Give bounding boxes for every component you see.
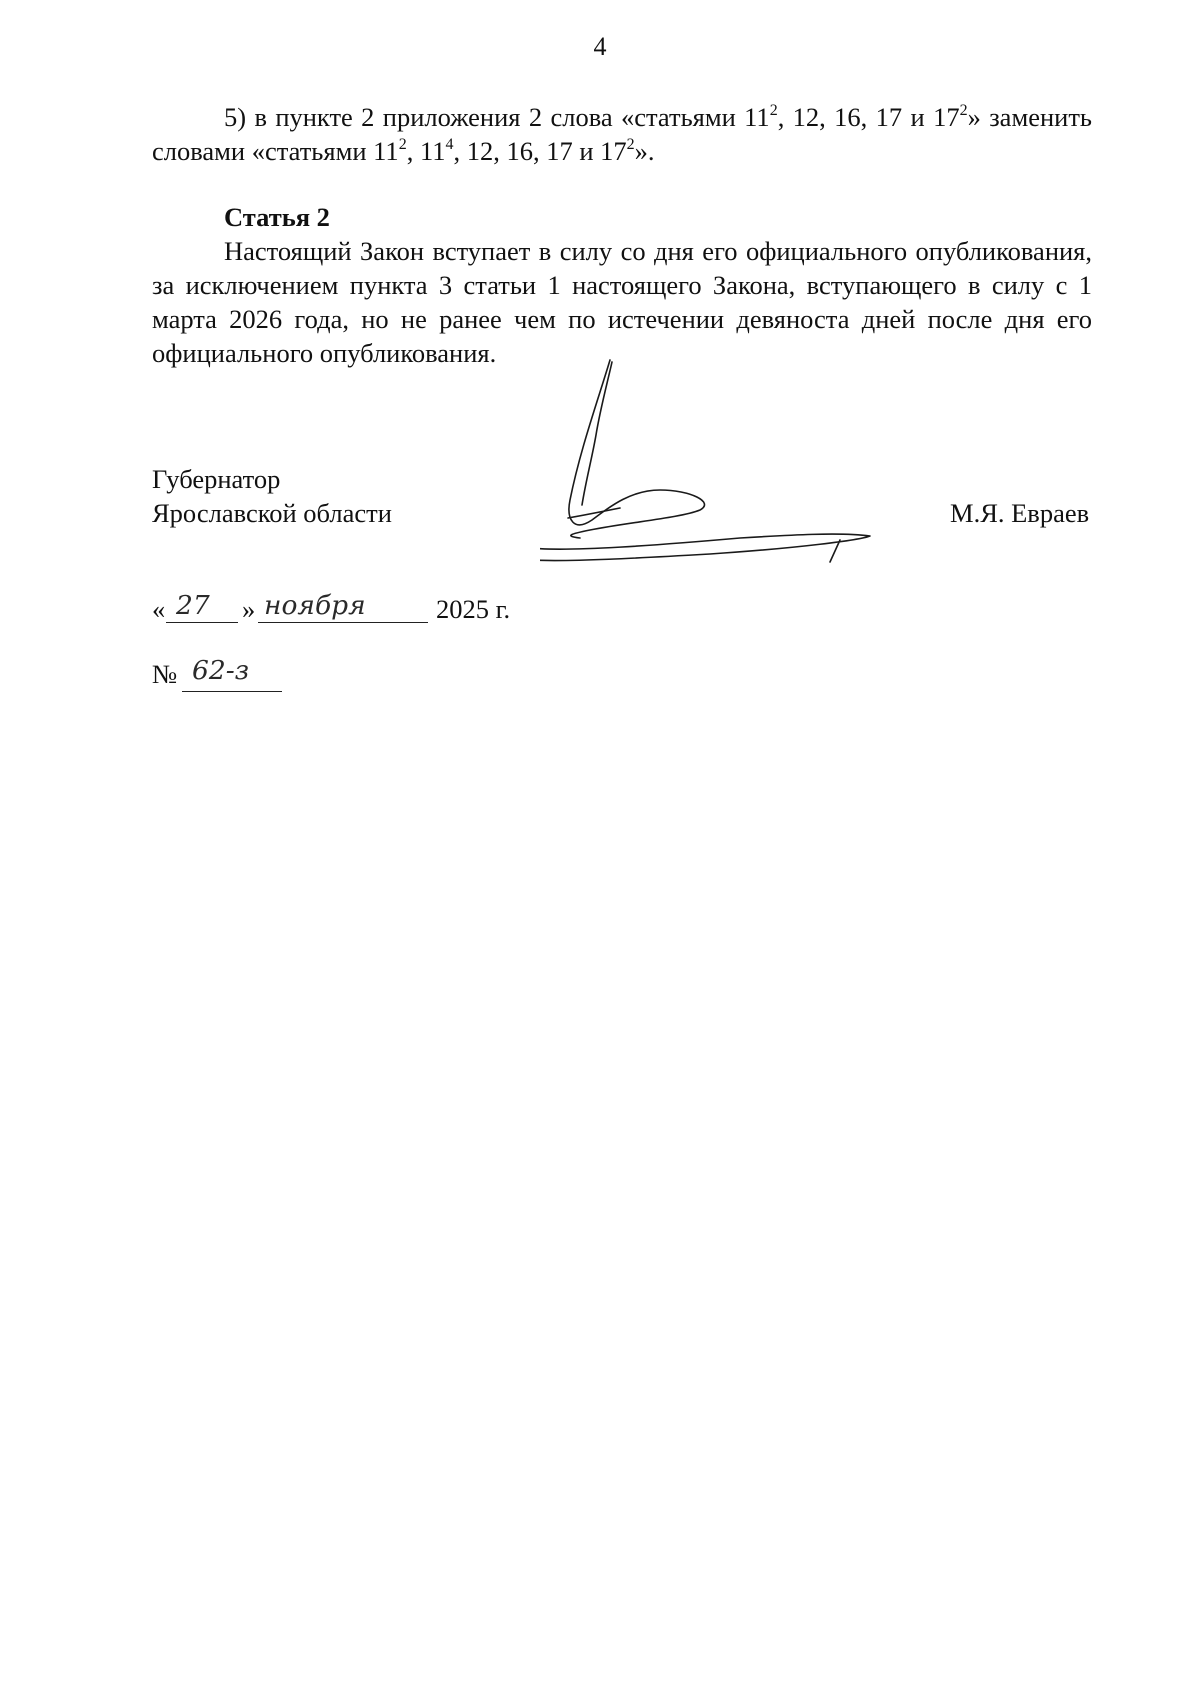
date-year: 2025 г. <box>436 594 511 624</box>
date-line <box>152 590 552 630</box>
signatory-title <box>152 462 392 530</box>
amendment-mid-4: , 12, 16, 17 и 17 <box>453 136 627 166</box>
amendment-mid-3: , 11 <box>406 136 446 166</box>
signatory-name: М.Я. Евраев <box>950 498 1090 528</box>
signatory-title-line-1: Губернатор <box>152 464 281 494</box>
date-open-quote: « <box>152 594 166 624</box>
handwritten-signature <box>540 340 920 580</box>
amendment-suffix: ». <box>634 136 655 166</box>
amendment-sup-2: 2 <box>959 102 968 119</box>
date-month: ноября <box>264 590 366 621</box>
amendment-mid-1: , 12, 16, 17 и 17 <box>777 102 960 132</box>
amendment-mid-2: » заменить словами «статьями 11 <box>152 102 1093 166</box>
article-2-text: Настоящий Закон вступает в силу со дня его официального опубликования, за исключением пункта 3 статьи 1 настоящего Закона, вступающего в силу с 1 марта 2026 года, но не ранее чем по истечении девяноста дней после дня его официального опубликования. <box>152 236 1092 368</box>
law-number-line <box>152 655 312 735</box>
amendment-sup-1: 2 <box>769 102 778 119</box>
page-number: 4 <box>593 32 607 61</box>
law-number-value: 62-з <box>192 655 250 686</box>
amendment-prefix: 5) в пункте 2 приложения 2 слова «статьями 11 <box>224 102 770 132</box>
date-day: 27 <box>176 590 210 621</box>
signatory-title-line-2: Ярославской области <box>152 498 392 528</box>
date-month-underline <box>258 622 428 623</box>
number-symbol: № <box>152 659 178 689</box>
date-close-quote: » <box>242 594 256 624</box>
amendment-sup-5: 2 <box>626 136 635 153</box>
amendment-paragraph <box>152 100 1092 168</box>
date-day-underline <box>166 622 238 623</box>
amendment-sup-3: 2 <box>398 136 407 153</box>
law-number-underline <box>182 691 282 692</box>
amendment-sup-4: 4 <box>445 136 454 153</box>
article-2-title: Статья 2 <box>224 202 330 232</box>
amendment-block <box>152 100 1092 168</box>
